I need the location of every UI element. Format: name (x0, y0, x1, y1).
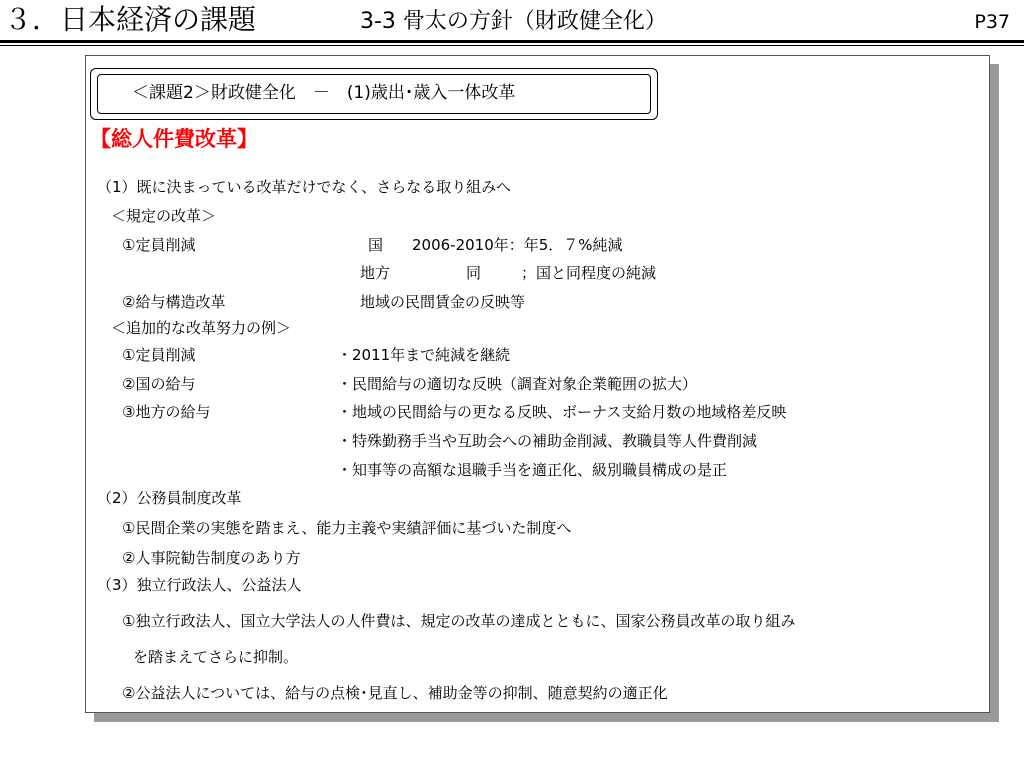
section-title: 3-3 骨太の方針（財政健全化） (360, 9, 667, 34)
national-pay-detail: ・民間給与の適切な反映（調査対象企業範囲の拡大） (337, 375, 698, 393)
staff-cut-label: ①定員削減 (122, 236, 196, 254)
item2-point2: ②人事院勧告制度のあり方 (122, 549, 301, 567)
wage-structure-label: ②給与構造改革 (122, 293, 226, 311)
page-number: P37 (974, 11, 1010, 33)
item2-title: （2）公務員制度改革 (97, 489, 242, 507)
local-label: 地方 (360, 264, 391, 282)
local-pay-detail-1: ・地域の民間給与の更なる反映、ボーナス支給月数の地域格差反映 (337, 403, 787, 421)
slide-header (0, 0, 1024, 44)
local-detail: ；国と同程度の純減 (521, 264, 657, 282)
local-pay-detail-2: ・特殊勤務手当や互助会への補助金削減、教職員等人件費削減 (337, 432, 758, 450)
additional-reforms-header: ＜追加的な改革努力の例＞ (111, 319, 292, 337)
local-pay-label: ③地方の給与 (122, 403, 211, 421)
total-personnel-cost-heading: 【総人件費改革】 (90, 127, 258, 151)
existing-reforms-header: ＜規定の改革＞ (111, 207, 217, 225)
header-rule-thick (0, 40, 1024, 43)
item3-point1-line2: を踏まえてさらに抑制。 (133, 648, 299, 666)
national-label: 国 (368, 236, 384, 254)
header-rule-thin (0, 45, 1024, 46)
chapter-title: ３．日本経済の課題 (4, 3, 257, 36)
add-staff-cut-detail: ・2011年まで純減を継続 (337, 346, 511, 364)
item3-point1-line1: ①独立行政法人、国立大学法人の人件費は、規定の改革の達成とともに、国家公務員改革の取り組み (122, 612, 796, 630)
national-detail: 2006-2010年：年5．７%純減 (412, 236, 623, 254)
item2-point1: ①民間企業の実態を踏まえ、能力主義や実績評価に基づいた制度へ (122, 519, 572, 537)
topic-box (90, 68, 658, 120)
item1-title: （1）既に決まっている改革だけでなく、さらなる取り組みへ (97, 178, 511, 196)
add-staff-cut-label: ①定員削減 (122, 346, 196, 364)
wage-structure-detail: 地域の民間賃金の反映等 (360, 293, 526, 311)
national-pay-label: ②国の給与 (122, 375, 196, 393)
item3-point2: ②公益法人については、給与の点検･見直し、補助金等の抑制、随意契約の適正化 (122, 684, 668, 702)
local-same: 同 (466, 264, 482, 282)
local-pay-detail-3: ・知事等の高額な退職手当を適正化、級別職員構成の是正 (337, 461, 728, 479)
item3-title: （3）独立行政法人、公益法人 (97, 576, 302, 594)
topic-title: ＜課題2＞財政健全化 － (1)歳出･歳入一体改革 (97, 74, 651, 114)
